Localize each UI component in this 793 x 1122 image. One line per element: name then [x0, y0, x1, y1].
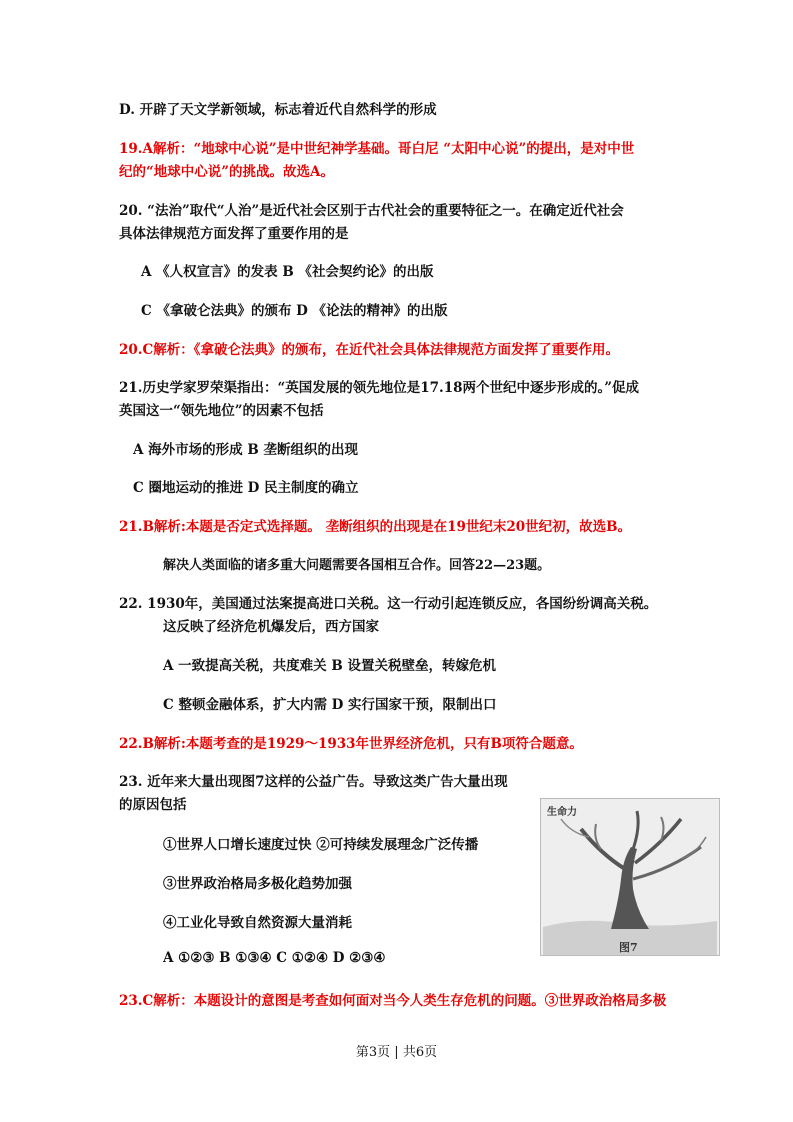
question-23-line2: 的原因包括 — [119, 797, 187, 813]
question-23-item-4: ④工业化导致自然资源大量消耗 — [163, 915, 352, 931]
answer-19-line2: 纪的“地球中心说”的挑战。故选A。 — [119, 164, 335, 180]
answer-19-line1: 19.A解析：“地球中心说”是中世纪神学基础。哥白尼 “太阳中心说”的提出，是对中世 — [119, 141, 635, 157]
question-22-options-ab: A 一致提高关税，共度难关 B 设置关税壁垒，转嫁危机 — [163, 658, 496, 674]
answer-22: 22.B解析:本题考查的是1929～1933年世界经济危机，只有B项符合题意。 — [119, 736, 583, 752]
answer-20: 20.C解析：《拿破仑法典》的颁布，在近代社会具体法律规范方面发挥了重要作用。 — [119, 342, 619, 358]
question-23-item-1-2: ①世界人口增长速度过快 ②可持续发展理念广泛传播 — [163, 837, 479, 853]
option-d-q19: D. 开辟了天文学新领域，标志着近代自然科学的形成 — [119, 102, 437, 118]
figure-label-top: 生命力 — [547, 807, 577, 818]
question-21-options-cd: C 圈地运动的推进 D 民主制度的确立 — [133, 480, 359, 496]
question-22-line2: 这反映了经济危机爆发后，西方国家 — [163, 619, 379, 635]
question-20-line1: 20. “法治”取代“人治”是近代社会区别于古代社会的重要特征之一。在确定近代社会 — [119, 203, 624, 219]
question-23-item-3: ③世界政治格局多极化趋势加强 — [163, 876, 352, 892]
question-20-options-cd: C 《拿破仑法典》的颁布 D 《论法的精神》的出版 — [141, 303, 448, 319]
section-intro-22-23: 解决人类面临的诸多重大问题需要各国相互合作。回答22—23题。 — [163, 558, 551, 573]
figure-caption: 图7 — [619, 941, 638, 954]
question-23-options: A ①②③ B ①③④ C ①②④ D ②③④ — [163, 950, 386, 966]
page-footer: 第3页 | 共6页 — [355, 1045, 438, 1060]
question-21-options-ab: A 海外市场的形成 B 垄断组织的出现 — [133, 442, 358, 458]
question-22-options-cd: C 整顿金融体系，扩大内需 D 实行国家干预，限制出口 — [163, 697, 497, 713]
answer-23: 23.C解析：本题设计的意图是考查如何面对当今人类生存危机的问题。③世界政治格局多极 — [119, 993, 667, 1009]
question-22-line1: 22. 1930年，美国通过法案提高进口关税。这一行动引起连锁反应，各国纷纷调高关税。 — [119, 596, 658, 612]
question-21-line1: 21.历史学家罗荣渠指出：“英国发展的领先地位是17.18两个世纪中逐步形成的。”促成 — [119, 380, 640, 396]
question-20-line2: 具体法律规范方面发挥了重要作用的是 — [119, 226, 349, 242]
question-21-line2: 英国这一“领先地位”的因素不包括 — [119, 403, 324, 419]
withered-tree-illustration — [541, 799, 719, 955]
question-23-line1: 23. 近年来大量出现图7这样的公益广告。导致这类广告大量出现 — [119, 774, 508, 790]
answer-21: 21.B解析:本题是否定式选择题。 垄断组织的出现是在19世纪末20世纪初，故选B。 — [119, 519, 632, 535]
question-20-options-ab: A 《人权宣言》的发表 B 《社会契约论》的出版 — [141, 264, 434, 280]
figure-7-tree-image — [540, 798, 720, 956]
